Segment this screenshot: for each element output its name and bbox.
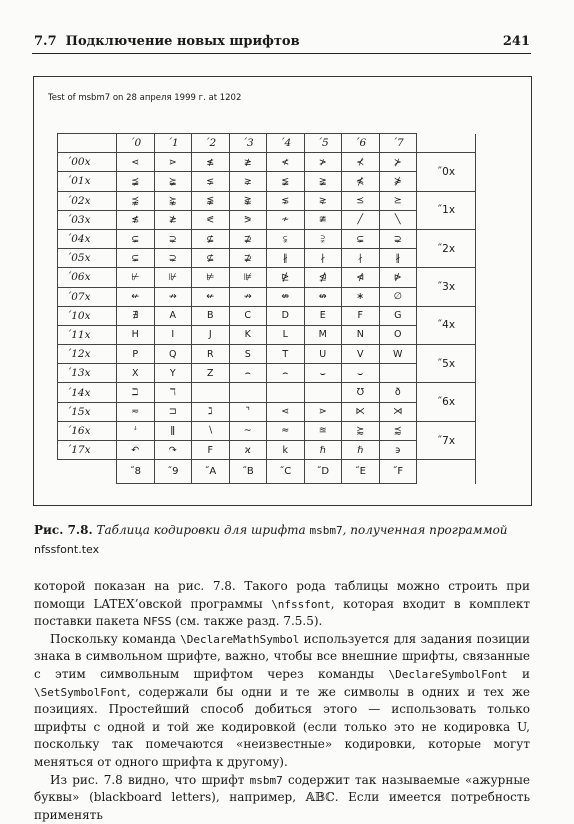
glyph-cell: ↶: [117, 441, 155, 460]
group-label: ˝2x: [417, 229, 476, 267]
text-run: и: [507, 666, 531, 681]
glyph-cell: ⪹: [117, 191, 155, 210]
inline-code: NFSS: [143, 615, 172, 629]
footer-row: [58, 460, 476, 484]
glyph-cell: V: [342, 345, 380, 364]
glyph-cell: ≊: [304, 421, 342, 440]
glyph-cell: K: [229, 325, 267, 344]
glyph-cell: ↚: [117, 287, 155, 306]
text-run: которой показан на рис. 7.8. Такого рода таблицы можно строить при помощи: [34, 579, 530, 611]
paragraph: [34, 578, 530, 631]
header-rule: [32, 53, 531, 54]
glyph-cell: k: [267, 441, 305, 460]
footer-header: ˝E: [342, 460, 380, 484]
footer-header: ˝B: [229, 460, 267, 484]
glyph-cell: ⫋: [267, 229, 305, 248]
glyph-cell: ⊊: [117, 249, 155, 268]
caption-label: Рис. 7.8.: [34, 523, 93, 537]
glyph-cell: ↚: [192, 287, 230, 306]
glyph-cell: ≂: [117, 402, 155, 421]
glyph-cell: ⪖: [229, 210, 267, 229]
row-label: ´01x: [58, 172, 117, 191]
glyph-cell: ⪰: [379, 191, 417, 210]
text-run: используется для задания позиции знака в символьном шрифте, важно, чтобы все внешние шрифты, связанные с этим символьным шрифтом через команды: [34, 631, 530, 681]
test-line: Test of msbm7 on 28 апреля 1999 г. at 1202: [48, 93, 242, 103]
glyph-cell: ℸ: [154, 383, 192, 402]
inline-code: msbm7: [249, 773, 283, 787]
glyph-cell: ⊯: [229, 268, 267, 287]
column-header: ´4: [267, 134, 305, 153]
glyph-cell: ⊮: [154, 268, 192, 287]
row-label: ´06x: [58, 268, 117, 287]
glyph-cell: D: [267, 306, 305, 325]
glyph-cell: J: [192, 325, 230, 344]
glyph-cell: A: [154, 306, 192, 325]
caption-text: Таблица кодировки для шрифта: [96, 523, 306, 537]
glyph-cell: ⋖: [117, 153, 155, 172]
glyph-cell: ∗: [342, 287, 380, 306]
glyph-cell: ⋠: [342, 172, 380, 191]
glyph-cell: ℷ: [192, 402, 230, 421]
glyph-cell: ⪷: [379, 421, 417, 440]
glyph-cell: [304, 383, 342, 402]
glyph-cell: ⊭: [192, 268, 230, 287]
glyph-cell: P: [117, 345, 155, 364]
table-row: [58, 249, 476, 268]
table-row: [58, 172, 476, 191]
glyph-cell: ↷: [154, 441, 192, 460]
column-header: ´3: [229, 134, 267, 153]
row-label: ´14x: [58, 383, 117, 402]
glyph-cell: ⇎: [267, 287, 305, 306]
glyph-cell: B: [192, 306, 230, 325]
inline-code: \DeclareSymbolFont: [388, 667, 508, 681]
glyph-cell: ℏ: [342, 441, 380, 460]
footer-header: ˝A: [192, 460, 230, 484]
row-label: ´16x: [58, 421, 117, 440]
glyph-cell: ↛: [154, 287, 192, 306]
glyph-cell: ⋪: [342, 268, 380, 287]
glyph-cell: ϰ: [229, 441, 267, 460]
row-label: ´17x: [58, 441, 117, 460]
section-title: 7.7 Подключение новых шрифтов: [34, 34, 300, 49]
glyph-cell: ⋧: [304, 191, 342, 210]
caption-program: nfssfont.tex: [34, 543, 100, 556]
row-label: ´12x: [58, 345, 117, 364]
corner-cell: [58, 134, 117, 153]
glyph-cell: ╲: [379, 210, 417, 229]
glyph-cell: ⌣: [304, 364, 342, 383]
glyph-cell: ℏ: [304, 441, 342, 460]
glyph-cell: ⌣: [342, 364, 380, 383]
glyph-cell: ∄: [117, 306, 155, 325]
glyph-cell: W: [379, 345, 417, 364]
glyph-cell: ⪈: [229, 172, 267, 191]
glyph-cell: U: [304, 345, 342, 364]
column-header: ´7: [379, 134, 417, 153]
glyph-cell: ⋡: [379, 172, 417, 191]
text-run: Из рис. 7.8 видно, что шрифт: [50, 772, 250, 787]
table-row: [58, 153, 476, 172]
glyph-cell: ≈: [267, 421, 305, 440]
glyph-cell: ℧: [342, 383, 380, 402]
glyph-cell: ↮: [304, 287, 342, 306]
glyph-cell: ð: [379, 383, 417, 402]
glyph-cell: ⊐: [154, 402, 192, 421]
glyph-cell: ⫌: [304, 229, 342, 248]
glyph-cell: ⋊: [379, 402, 417, 421]
table-row: [58, 268, 476, 287]
column-header: ´2: [192, 134, 230, 153]
group-label: ˝5x: [417, 345, 476, 383]
group-label: ˝7x: [417, 421, 476, 459]
table-row: [58, 191, 476, 210]
table-row: [58, 325, 476, 344]
table-row: [58, 345, 476, 364]
glyph-cell: ∖: [192, 421, 230, 440]
text-run: содержит так называемые «ажурные буквы» (blackboard letters), например, 𝔸𝔹ℂ. Если имеется потребность применять: [34, 772, 530, 822]
glyph-cell: Y: [154, 364, 192, 383]
page-number: 241: [502, 34, 530, 49]
glyph-cell: ⋉: [342, 402, 380, 421]
glyph-cell: ≯: [304, 153, 342, 172]
glyph-cell: ⪉: [192, 191, 230, 210]
figure-caption: [34, 521, 530, 559]
text-run: , которая входит в комплект поставки пакета: [34, 596, 531, 629]
table-row: [58, 210, 476, 229]
glyph-cell: ⋦: [267, 191, 305, 210]
column-header: ´6: [342, 134, 380, 153]
group-label: ˝1x: [417, 191, 476, 229]
group-label: ˝3x: [417, 268, 476, 306]
column-header: ´1: [154, 134, 192, 153]
row-label: ´05x: [58, 249, 117, 268]
glyph-cell: E: [304, 306, 342, 325]
glyph-cell: ⋗: [154, 153, 192, 172]
table-row: [58, 441, 476, 460]
glyph-cell: ⪺: [154, 191, 192, 210]
glyph-cell: S: [229, 345, 267, 364]
group-label: ˝6x: [417, 383, 476, 421]
footer-header: ˝F: [379, 460, 417, 484]
glyph-cell: ∦: [267, 249, 305, 268]
glyph-cell: I: [154, 325, 192, 344]
glyph-cell: ⪯: [342, 191, 380, 210]
footer-corner: [58, 460, 117, 484]
glyph-cell: ⪸: [342, 421, 380, 440]
glyph-cell: Z: [192, 364, 230, 383]
group-label: ˝4x: [417, 306, 476, 344]
group-spacer: [417, 134, 476, 153]
paragraph: [34, 772, 530, 824]
glyph-cell: X: [117, 364, 155, 383]
glyph-cell: ╱: [342, 210, 380, 229]
glyph-cell: ⊋: [154, 249, 192, 268]
table-row: [58, 229, 476, 248]
glyph-cell: O: [379, 325, 417, 344]
glyph-cell: [267, 383, 305, 402]
header-row: [58, 134, 476, 153]
glyph-cell: [229, 383, 267, 402]
glyph-cell: T: [267, 345, 305, 364]
glyph-cell: ≨: [267, 172, 305, 191]
glyph-cell: ≇: [304, 210, 342, 229]
glyph-cell: Q: [154, 345, 192, 364]
glyph-cell: ϶: [379, 441, 417, 460]
glyph-cell: ≁: [267, 210, 305, 229]
row-label: ´10x: [58, 306, 117, 325]
paragraph: [34, 631, 530, 772]
glyph-cell: [379, 364, 417, 383]
glyph-cell: ≰: [192, 153, 230, 172]
glyph-cell: ⊋: [154, 229, 192, 248]
glyph-cell: ⊉: [229, 229, 267, 248]
table-row: [58, 421, 476, 440]
row-label: ´11x: [58, 325, 117, 344]
caption-font: msbm7: [309, 524, 343, 537]
glyph-cell: ∼: [229, 421, 267, 440]
glyph-cell: ≩: [304, 172, 342, 191]
column-header: ´5: [304, 134, 342, 153]
text-run: (см. также разд. 7.5.5).: [171, 614, 323, 629]
glyph-cell: ⪕: [192, 210, 230, 229]
glyph-cell: ⊁: [379, 153, 417, 172]
glyph-cell: ⪇: [192, 172, 230, 191]
glyph-cell: F: [342, 306, 380, 325]
footer-spacer: [417, 460, 476, 484]
caption-text-2: , полученная программой: [342, 523, 508, 537]
glyph-cell: ⋖: [267, 402, 305, 421]
row-label: ´02x: [58, 191, 117, 210]
running-header: [34, 34, 530, 50]
table-row: [58, 364, 476, 383]
glyph-cell: ∤: [304, 249, 342, 268]
glyph-cell: ⊋: [379, 229, 417, 248]
glyph-cell: ⌢: [267, 364, 305, 383]
glyph-cell: N: [342, 325, 380, 344]
glyph-cell: ⊊: [117, 229, 155, 248]
body-text: [34, 578, 530, 824]
glyph-cell: ≮: [267, 153, 305, 172]
glyph-cell: M: [304, 325, 342, 344]
glyph-cell: ≵: [154, 210, 192, 229]
glyph-cell: R: [192, 345, 230, 364]
table-row: [58, 383, 476, 402]
glyph-cell: ⊬: [117, 268, 155, 287]
glyph-cell: ⋗: [304, 402, 342, 421]
glyph-cell: ℶ: [117, 383, 155, 402]
footer-header: ˝C: [267, 460, 305, 484]
footer-header: ˝8: [117, 460, 155, 484]
glyph-cell: ⊉: [229, 249, 267, 268]
glyph-cell: ⌝: [229, 402, 267, 421]
glyph-cell: ⊈: [192, 229, 230, 248]
row-label: ´15x: [58, 402, 117, 421]
row-label: ´00x: [58, 153, 117, 172]
glyph-cell: ≱: [229, 153, 267, 172]
table-row: [58, 287, 476, 306]
encoding-table: [57, 133, 476, 484]
glyph-cell: ⋬: [304, 268, 342, 287]
glyph-cell: Ϝ: [192, 441, 230, 460]
glyph-cell: ≴: [117, 210, 155, 229]
glyph-cell: ⪵: [117, 172, 155, 191]
glyph-cell: H: [117, 325, 155, 344]
row-label: ´03x: [58, 210, 117, 229]
row-label: ´13x: [58, 364, 117, 383]
footer-header: ˝9: [154, 460, 192, 484]
glyph-cell: ⊈: [192, 249, 230, 268]
glyph-cell: ǁ: [154, 421, 192, 440]
row-label: ´04x: [58, 229, 117, 248]
glyph-cell: ∅: [379, 287, 417, 306]
row-label: ´07x: [58, 287, 117, 306]
text-run: LATEX’овской программы: [93, 596, 272, 611]
footer-header: ˝D: [304, 460, 342, 484]
column-header: ´0: [117, 134, 155, 153]
glyph-cell: C: [229, 306, 267, 325]
text-run: Поскольку команда: [50, 631, 181, 646]
glyph-cell: ⪶: [154, 172, 192, 191]
glyph-cell: ⊀: [342, 153, 380, 172]
inline-code: \DeclareMathSymbol: [180, 632, 300, 646]
glyph-cell: ⊊: [342, 229, 380, 248]
glyph-cell: G: [379, 306, 417, 325]
glyph-cell: ꜜ: [117, 421, 155, 440]
glyph-cell: ↛: [229, 287, 267, 306]
glyph-cell: ⪊: [229, 191, 267, 210]
glyph-cell: ⋫: [379, 268, 417, 287]
inline-code: \nfssfont: [271, 597, 331, 611]
glyph-cell: ⋭: [267, 268, 305, 287]
glyph-cell: ∦: [379, 249, 417, 268]
glyph-cell: ⌢: [229, 364, 267, 383]
group-label: ˝0x: [417, 153, 476, 191]
glyph-cell: [192, 383, 230, 402]
glyph-cell: ∤: [342, 249, 380, 268]
text-run: , содержали бы одни и те же символы в одних и тех же позициях. Простейший способ добиться этого — использовать только шрифты с одной и той же кодировкой (если только это не кодировка U, поскольку так помечаются «неизвестные» кодировки, которые могут меняться от одного шрифта к другому).: [34, 684, 530, 769]
table-row: [58, 402, 476, 421]
glyph-cell: L: [267, 325, 305, 344]
table-row: [58, 306, 476, 325]
inline-code: \SetSymbolFont: [34, 685, 127, 699]
